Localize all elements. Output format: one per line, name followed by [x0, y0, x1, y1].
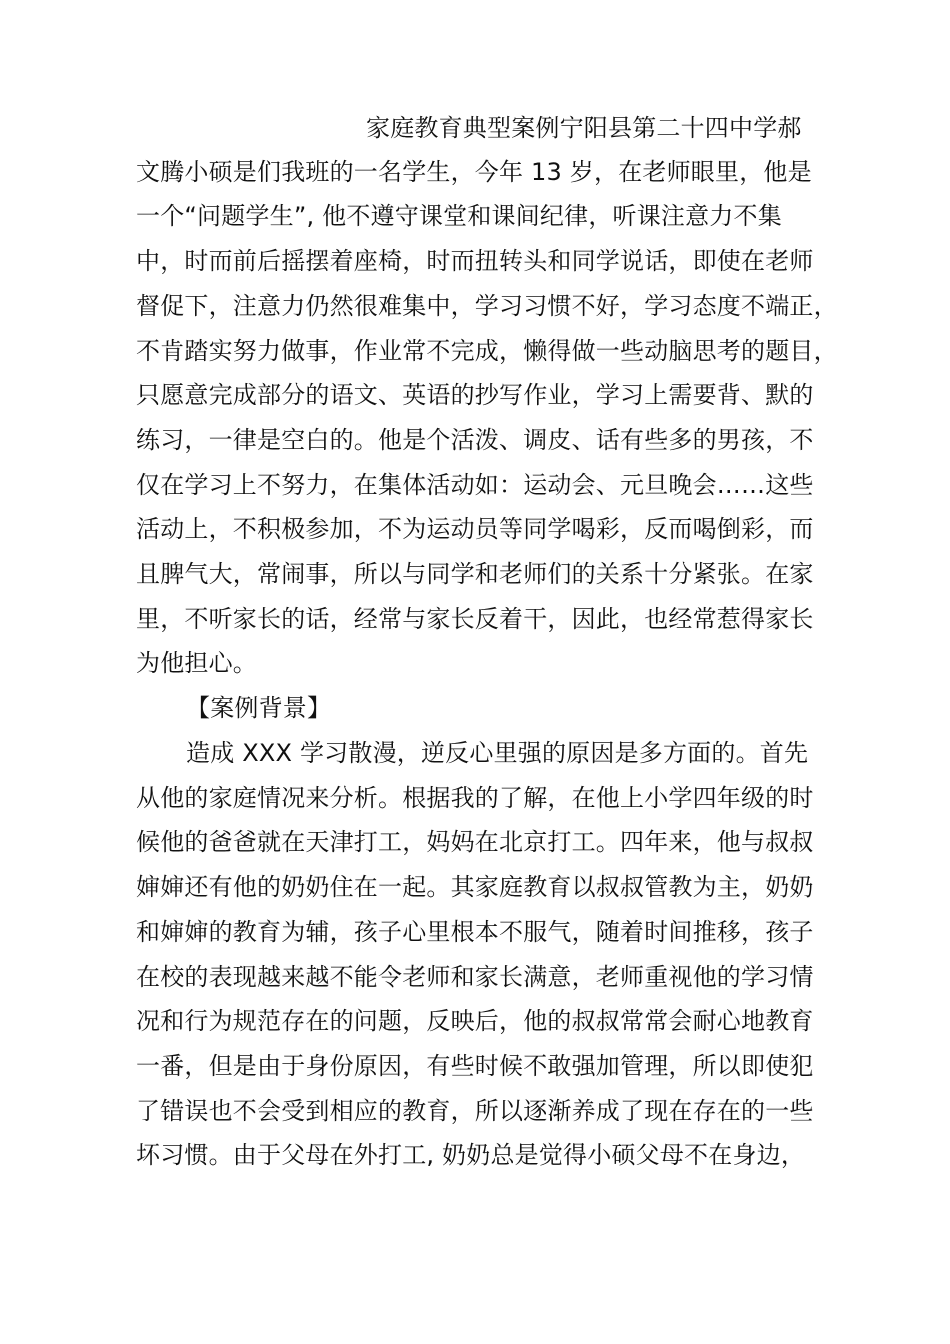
body-line: 从他的家庭情况来分析。根据我的了解，在他上小学四年级的时	[136, 784, 814, 812]
body-line: 练习，一律是空白的。他是个活泼、调皮、话有些多的男孩，不	[136, 426, 814, 454]
body-line: 一番，但是由于身份原因，有些时候不敢强加管理，所以即使犯	[136, 1052, 814, 1080]
body-line: 里，不听家长的话，经常与家长反着干，因此，也经常惹得家长	[136, 605, 814, 633]
document-title-line: 家庭教育典型案例宁阳县第二十四中学郝	[366, 114, 802, 142]
body-line: 只愿意完成部分的语文、英语的抄写作业，学习上需要背、默的	[136, 381, 814, 409]
body-line: 活动上，不积极参加，不为运动员等同学喝彩，反而喝倒彩，而	[136, 515, 814, 543]
body-line: 在校的表现越来越不能令老师和家长满意，老师重视他的学习情	[136, 963, 814, 991]
body-line: 文腾小硕是们我班的一名学生，今年 13 岁，在老师眼里，他是	[136, 158, 812, 186]
body-line: 且脾气大，常闹事，所以与同学和老师们的关系十分紧张。在家	[136, 560, 814, 588]
body-line: 仅在学习上不努力，在集体活动如：运动会、元旦晚会……这些	[136, 471, 814, 499]
body-line: 候他的爸爸就在天津打工，妈妈在北京打工。四年来，他与叔叔	[136, 828, 814, 856]
body-line: 督促下，注意力仍然很难集中，学习习惯不好，学习态度不端正，	[136, 292, 838, 320]
body-line: 造成 XXX 学习散漫，逆反心里强的原因是多方面的。首先	[186, 739, 809, 767]
body-line: 中，时而前后摇摆着座椅，时而扭转头和同学说话，即使在老师	[136, 247, 814, 275]
body-line: 况和行为规范存在的问题，反映后，他的叔叔常常会耐心地教育	[136, 1007, 814, 1035]
body-line: 为他担心。	[136, 649, 257, 677]
body-line: 不肯踏实努力做事，作业常不完成，懒得做一些动脑思考的题目，	[136, 337, 838, 365]
body-line: 坏习惯。由于父母在外打工, 奶奶总是觉得小硕父母不在身边，	[136, 1141, 806, 1169]
body-line: 了错误也不会受到相应的教育，所以逐渐养成了现在存在的一些	[136, 1097, 814, 1125]
section-heading: 【案例背景】	[186, 694, 332, 722]
body-line: 一个“问题学生”, 他不遵守课堂和课间纪律，听课注意力不集	[136, 202, 782, 230]
body-line: 婶婶还有他的奶奶住在一起。其家庭教育以叔叔管教为主，奶奶	[136, 873, 814, 901]
body-line: 和婶婶的教育为辅，孩子心里根本不服气，随着时间推移，孩子	[136, 918, 814, 946]
